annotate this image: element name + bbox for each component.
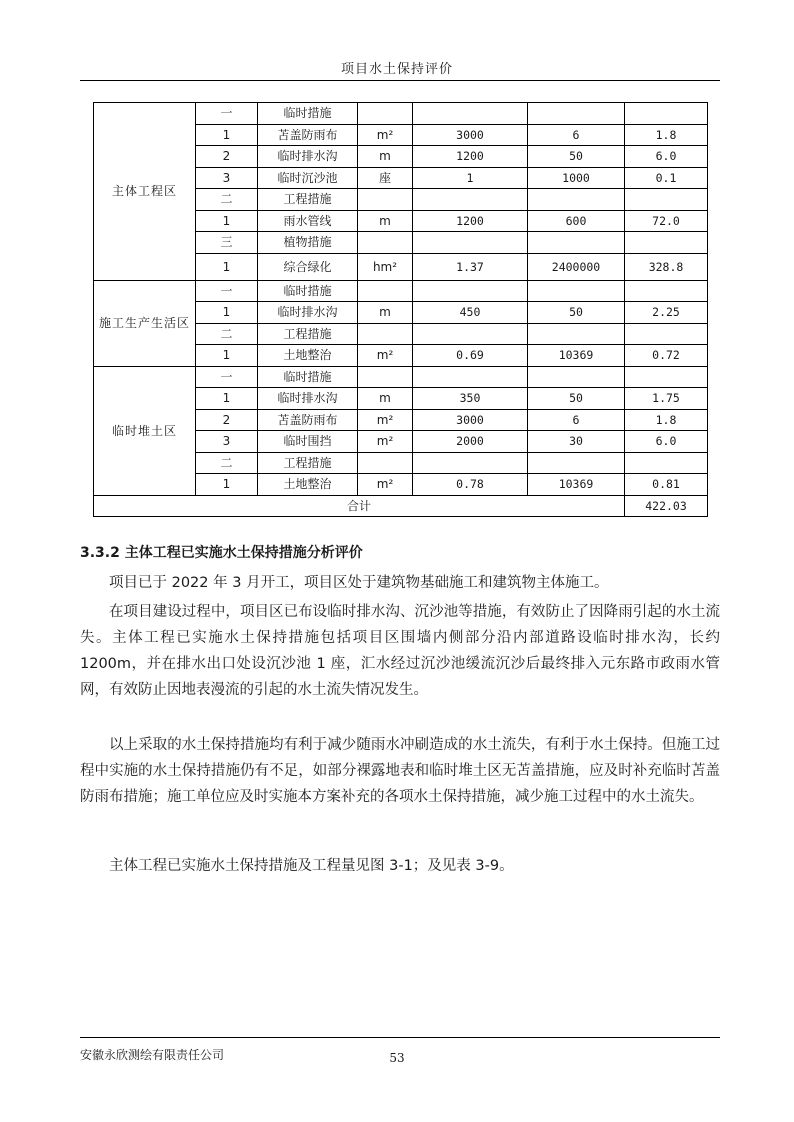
quantity-cell	[413, 280, 528, 302]
quantity-cell: 1.37	[413, 253, 528, 280]
table-total-row	[94, 495, 708, 517]
unit-cell	[358, 103, 413, 125]
row-number-cell: 2	[196, 146, 258, 168]
unit-cell: m	[358, 210, 413, 232]
measure-name-cell: 土地整治	[258, 474, 358, 496]
quantity-cell: 1200	[413, 210, 528, 232]
unit-price-cell	[528, 366, 625, 388]
amount-cell	[625, 366, 708, 388]
header-divider	[80, 80, 720, 81]
measure-name-cell: 综合绿化	[258, 253, 358, 280]
paragraph-4: 主体工程已实施水土保持措施及工程量见图 3-1；及见表 3-9。	[109, 858, 514, 874]
row-number-cell: 1	[196, 124, 258, 146]
unit-price-cell	[528, 280, 625, 302]
amount-cell: 0.1	[625, 167, 708, 189]
quantity-cell	[413, 189, 528, 211]
unit-cell: m²	[358, 345, 413, 367]
unit-price-cell	[528, 323, 625, 345]
measure-name-cell: 临时排水沟	[258, 146, 358, 168]
unit-price-cell: 30	[528, 431, 625, 453]
unit-price-cell: 6	[528, 124, 625, 146]
row-number-cell: 一	[196, 366, 258, 388]
page-number: 53	[389, 1051, 405, 1065]
amount-cell: 6.0	[625, 146, 708, 168]
amount-cell: 72.0	[625, 210, 708, 232]
measure-name-cell: 工程措施	[258, 452, 358, 474]
quantity-cell: 450	[413, 302, 528, 324]
unit-price-cell: 50	[528, 302, 625, 324]
row-number-cell: 3	[196, 167, 258, 189]
measure-name-cell: 临时沉沙池	[258, 167, 358, 189]
unit-price-cell	[528, 452, 625, 474]
unit-cell: m	[358, 146, 413, 168]
unit-price-cell: 1000	[528, 167, 625, 189]
measure-name-cell: 临时围挡	[258, 431, 358, 453]
footer-company: 安徽永欣测绘有限责任公司	[80, 1048, 225, 1062]
unit-cell: m	[358, 302, 413, 324]
measure-name-cell: 临时措施	[258, 366, 358, 388]
measure-name-cell: 土地整治	[258, 345, 358, 367]
unit-cell: m²	[358, 409, 413, 431]
unit-cell	[358, 452, 413, 474]
measure-name-cell: 雨水管线	[258, 210, 358, 232]
measure-name-cell: 植物措施	[258, 232, 358, 254]
quantity-cell: 1	[413, 167, 528, 189]
unit-price-cell: 50	[528, 146, 625, 168]
unit-price-cell	[528, 189, 625, 211]
paragraph-3: 以上采取的水土保持措施均有利于减少随雨水冲刷造成的水土流失，有利于水土保持。但施工过程中实施的水土保持措施仍有不足，如部分裸露地表和临时堆土区无苫盖措施，应及时补充临时苫盖防雨布措施；施工单位应及时实施本方案补充的各项水土保持措施，减少施工过程中的水土流失。	[80, 737, 720, 805]
amount-cell: 6.0	[625, 431, 708, 453]
quantity-cell: 1200	[413, 146, 528, 168]
unit-price-cell: 2400000	[528, 253, 625, 280]
measure-name-cell: 临时排水沟	[258, 302, 358, 324]
amount-cell	[625, 189, 708, 211]
unit-price-cell: 6	[528, 409, 625, 431]
region-cell: 施工生产生活区	[94, 280, 196, 366]
row-number-cell: 2	[196, 409, 258, 431]
section-heading: 3.3.2 主体工程已实施水土保持措施分析评价	[80, 545, 363, 561]
amount-cell	[625, 280, 708, 302]
unit-cell: m²	[358, 124, 413, 146]
quantity-cell: 350	[413, 388, 528, 410]
measure-name-cell: 工程措施	[258, 189, 358, 211]
unit-cell	[358, 280, 413, 302]
footer-divider	[80, 1037, 720, 1038]
row-number-cell: 一	[196, 103, 258, 125]
row-number-cell: 1	[196, 345, 258, 367]
row-number-cell: 三	[196, 232, 258, 254]
region-cell: 主体工程区	[94, 103, 196, 281]
row-number-cell: 1	[196, 474, 258, 496]
measure-name-cell: 苫盖防雨布	[258, 124, 358, 146]
quantity-cell: 3000	[413, 409, 528, 431]
total-label: 合计	[94, 495, 625, 517]
amount-cell	[625, 232, 708, 254]
unit-price-cell	[528, 103, 625, 125]
amount-cell: 328.8	[625, 253, 708, 280]
paragraph-2: 在项目建设过程中，项目区已布设临时排水沟、沉沙池等措施，有效防止了因降雨引起的水土流失。主体工程已实施水土保持措施包括项目区围墙内侧部分沿内部道路设临时排水沟，长约 1200m，并在排水出口处设沉沙池 1 座，汇水经过沉沙池缓流沉沙后最终排入元东路市政雨水管网，有效防止因地表漫流的引起的水土流失情况发生。	[80, 604, 720, 698]
amount-cell: 0.72	[625, 345, 708, 367]
quantity-cell	[413, 452, 528, 474]
amount-cell: 0.81	[625, 474, 708, 496]
measure-name-cell: 临时排水沟	[258, 388, 358, 410]
unit-price-cell: 50	[528, 388, 625, 410]
amount-cell: 1.75	[625, 388, 708, 410]
row-number-cell: 1	[196, 388, 258, 410]
measure-name-cell: 工程措施	[258, 323, 358, 345]
unit-cell	[358, 323, 413, 345]
unit-cell: m²	[358, 474, 413, 496]
measures-table	[93, 102, 708, 517]
row-number-cell: 一	[196, 280, 258, 302]
quantity-cell: 0.78	[413, 474, 528, 496]
measure-name-cell: 苫盖防雨布	[258, 409, 358, 431]
unit-cell	[358, 366, 413, 388]
unit-cell: m²	[358, 431, 413, 453]
page-header-title: 项目水土保持评价	[340, 62, 453, 77]
quantity-cell	[413, 323, 528, 345]
unit-price-cell: 600	[528, 210, 625, 232]
amount-cell	[625, 103, 708, 125]
amount-cell: 1.8	[625, 409, 708, 431]
table-row	[94, 280, 708, 302]
quantity-cell	[413, 366, 528, 388]
unit-price-cell	[528, 232, 625, 254]
unit-cell: 座	[358, 167, 413, 189]
row-number-cell: 二	[196, 452, 258, 474]
quantity-cell: 2000	[413, 431, 528, 453]
measure-name-cell: 临时措施	[258, 280, 358, 302]
measure-name-cell: 临时措施	[258, 103, 358, 125]
unit-price-cell: 10369	[528, 345, 625, 367]
quantity-cell: 3000	[413, 124, 528, 146]
total-value: 422.03	[625, 495, 708, 517]
quantity-cell: 0.69	[413, 345, 528, 367]
unit-price-cell: 10369	[528, 474, 625, 496]
row-number-cell: 1	[196, 210, 258, 232]
amount-cell	[625, 452, 708, 474]
row-number-cell: 1	[196, 302, 258, 324]
table-row	[94, 103, 708, 125]
amount-cell	[625, 323, 708, 345]
row-number-cell: 1	[196, 253, 258, 280]
region-cell: 临时堆土区	[94, 366, 196, 495]
amount-cell: 1.8	[625, 124, 708, 146]
quantity-cell	[413, 232, 528, 254]
row-number-cell: 二	[196, 189, 258, 211]
quantity-cell	[413, 103, 528, 125]
amount-cell: 2.25	[625, 302, 708, 324]
unit-cell	[358, 232, 413, 254]
unit-cell: hm²	[358, 253, 413, 280]
row-number-cell: 3	[196, 431, 258, 453]
unit-cell	[358, 189, 413, 211]
unit-cell: m	[358, 388, 413, 410]
paragraph-1: 项目已于 2022 年 3 月开工，项目区处于建筑物基础施工和建筑物主体施工。	[109, 575, 609, 591]
table-row	[94, 366, 708, 388]
row-number-cell: 二	[196, 323, 258, 345]
